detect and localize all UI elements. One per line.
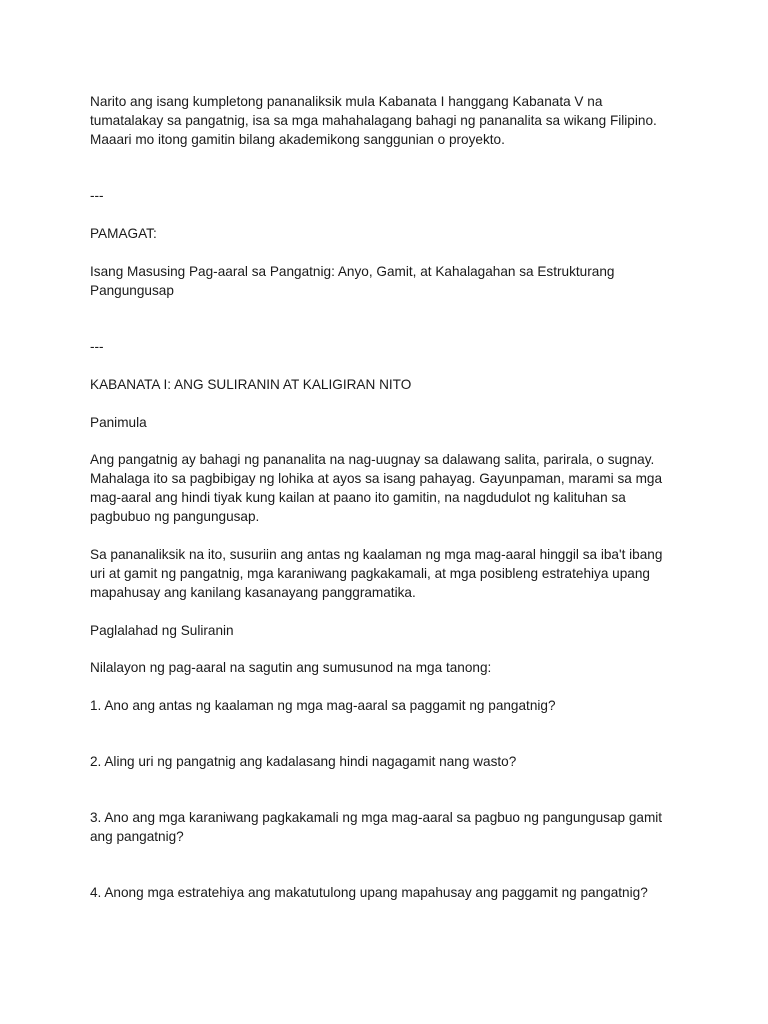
title-label: PAMAGAT: <box>90 226 157 241</box>
separator: --- <box>90 339 104 354</box>
list-item: 3. Ano ang mga karaniwang pagkakamali ng mga mag-aaral sa pagbuo ng pangungusap gamit <box>90 810 663 825</box>
text-line: uri at gamit ng pangatnig, mga karaniwang pagkakamali, at mga posibleng estratehiya upang <box>90 566 650 581</box>
text-line: Isang Masusing Pag-aaral sa Pangatnig: Anyo, Gamit, at Kahalagahan sa Estrukturang <box>90 264 615 279</box>
chapter-heading: KABANATA I: ANG SULIRANIN AT KALIGIRAN NITO <box>90 377 412 392</box>
section-heading-suliranin: Paglalahad ng Suliranin <box>90 623 234 638</box>
text-line: Narito ang isang kumpletong pananaliksik mula Kabanata I hanggang Kabanata V na <box>90 94 603 109</box>
text-line: pagbubuo ng pangungusap. <box>90 509 260 524</box>
text-line: Mahalaga ito sa pagbibigay ng lohika at ayos sa isang pahayag. Gayunpaman, marami sa mga <box>90 471 663 486</box>
problem-lead: Nilalayon ng pag-aaral na sagutin ang sumusunod na mga tanong: <box>90 660 492 675</box>
text-line: Maaari mo itong gamitin bilang akademikong sanggunian o proyekto. <box>90 132 505 147</box>
list-item-continuation: ang pangatnig? <box>90 829 184 844</box>
section-heading-panimula: Panimula <box>90 415 147 430</box>
text-line: Sa pananaliksik na ito, susuriin ang antas ng kaalaman ng mga mag-aaral hinggil sa iba't ibang <box>90 547 663 562</box>
text-line: Ang pangatnig ay bahagi ng pananalita na nag-uugnay sa dalawang salita, parirala, o sugnay. <box>90 452 655 467</box>
text-line: mag-aaral ang hindi tiyak kung kailan at paano ito gamitin, na nagdudulot ng kalituhan sa <box>90 490 626 505</box>
text-line: tumatalakay sa pangatnig, isa sa mga mahahalagang bahagi ng pananalita sa wikang Filipino. <box>90 113 657 128</box>
text-line: mapahusay ang kanilang kasanayang panggramatika. <box>90 585 416 600</box>
list-item: 1. Ano ang antas ng kaalaman ng mga mag-aaral sa paggamit ng pangatnig? <box>90 698 556 713</box>
list-item: 4. Anong mga estratehiya ang makatutulong upang mapahusay ang paggamit ng pangatnig? <box>90 885 648 900</box>
text-line: Pangungusap <box>90 283 174 298</box>
list-item: 2. Aling uri ng pangatnig ang kadalasang hindi nagagamit nang wasto? <box>90 754 517 769</box>
separator: --- <box>90 188 104 203</box>
